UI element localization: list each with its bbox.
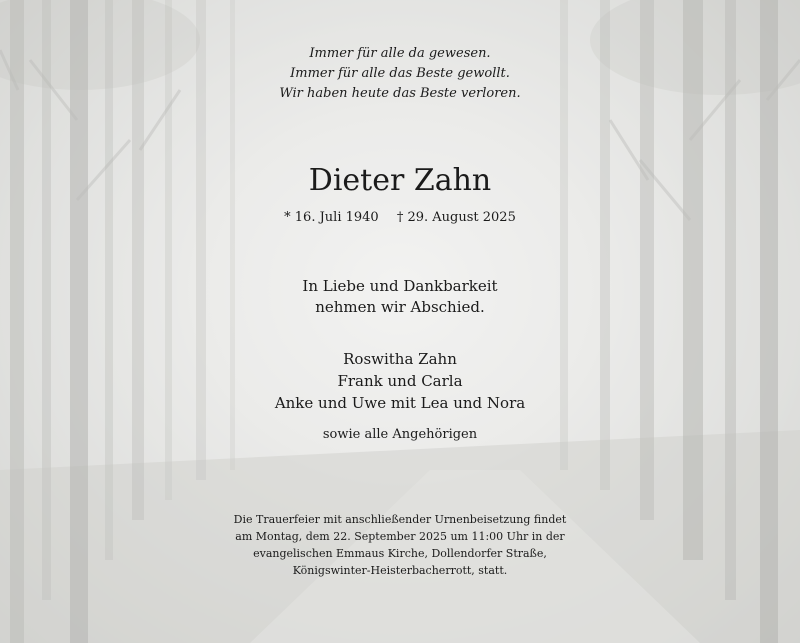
verse-line: Immer für alle das Beste gewollt. bbox=[290, 66, 510, 81]
service-line: Die Trauerfeier mit anschließender Urnenbeisetzung findet bbox=[233, 513, 567, 526]
birth-date: * 16. Juli 1940 bbox=[284, 210, 379, 225]
deceased-name: Dieter Zahn bbox=[308, 163, 492, 198]
service-line: Königswinter-Heisterbacherrott, statt. bbox=[292, 564, 508, 577]
verse-line: Wir haben heute das Beste verloren. bbox=[279, 86, 521, 101]
death-date: † 29. August 2025 bbox=[396, 210, 516, 225]
service-line: evangelischen Emmaus Kirche, Dollendorfer Straße, bbox=[253, 547, 547, 560]
farewell-line: nehmen wir Abschied. bbox=[315, 298, 485, 316]
family-member: Anke und Uwe mit Lea und Nora bbox=[274, 394, 526, 412]
farewell-line: In Liebe und Dankbarkeit bbox=[302, 277, 498, 295]
relatives-note: sowie alle Angehörigen bbox=[322, 427, 478, 442]
funeral-service-info bbox=[0, 511, 800, 579]
family-member: Roswitha Zahn bbox=[343, 350, 457, 368]
farewell-text bbox=[0, 276, 800, 318]
family-list bbox=[0, 348, 800, 414]
life-dates bbox=[0, 209, 800, 227]
verse-line: Immer für alle da gewesen. bbox=[309, 46, 491, 61]
memorial-verse bbox=[0, 44, 800, 104]
service-line: am Montag, dem 22. September 2025 um 11:00 Uhr in der bbox=[235, 530, 565, 543]
family-member: Frank und Carla bbox=[337, 372, 463, 390]
